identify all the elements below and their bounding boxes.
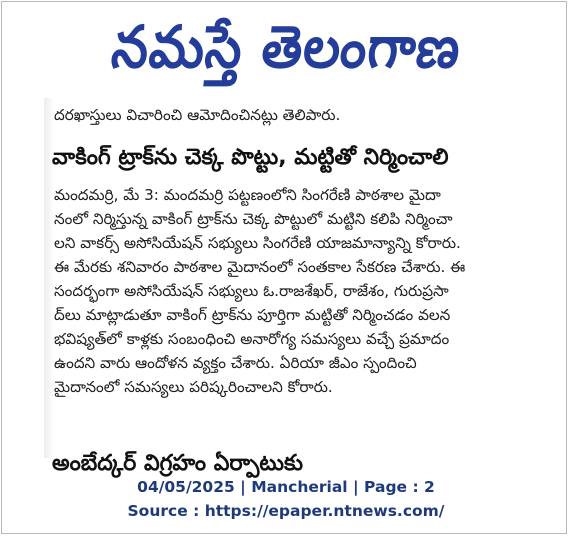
masthead (2, 8, 570, 88)
article-line: ద్‌లు మాట్లాడుతూ వాకింగ్ ట్రాక్‌ను పూర్తిగా మట్టితో నిర్మించడం వలన (54, 306, 451, 324)
article-headline: వాకింగ్ ట్రాక్‌ను చెక్క పొట్టు, మట్టితో నిర్మించాలి (52, 145, 449, 170)
source-link[interactable]: Source : https://epaper.ntnews.com/ (127, 502, 445, 520)
lead-in-text: దరఖాస్తులు విచారించి ఆమోదించినట్లు తెలిపారు. (54, 106, 341, 124)
article-line: మైదానంలో సమస్యలు పరిష్కరించాలని కోరారు. (54, 378, 333, 396)
edition-info: 04/05/2025 | Mancherial | Page : 2 (137, 478, 435, 496)
article-line: ఉందని వారు ఆందోళన వ్యక్తం చేశారు. ఏరియా జీఎం స్పందించి (54, 354, 417, 372)
article-line: లని వాకర్స్ అసోసియేషన్ సభ్యులు సింగరేణి యాజమాన్యాన్ని కోరారు. (54, 234, 461, 252)
page-frame (1, 1, 567, 534)
article-line: భవిష్యత్‌లో కాళ్లకు సంబంధించి అనారోగ్య సమస్యలు వచ్చే ప్రమాదం (54, 330, 450, 348)
next-article-headline-cut: అంబేద్కర్ విగ్రహం ఏర్పాటుకు (52, 451, 304, 476)
article-line: నంలో నిర్మిస్తున్న వాకింగ్ ట్రాక్‌ను చెక్క పొట్టులో మట్టిని కలిపి నిర్మించా (54, 210, 453, 228)
article-clipping (44, 98, 538, 476)
newspaper-logo-title: నమస్తే తెలంగాణ (108, 14, 464, 82)
article-line: సందర్భంగా అసోసియేషన్ సభ్యులు ఓ.రాజశేఖర్, రాజేశం, గురుప్రసా (54, 282, 449, 300)
article-line: మందమర్రి, మే 3: మందమర్రి పట్టణంలోని సింగరేణి పాఠశాల మైదా (54, 186, 441, 204)
article-line: ఈ మేరకు శనివారం పాఠశాల మైదానంలో సంతకాల సేకరణ చేశారు. ఈ (54, 258, 466, 276)
